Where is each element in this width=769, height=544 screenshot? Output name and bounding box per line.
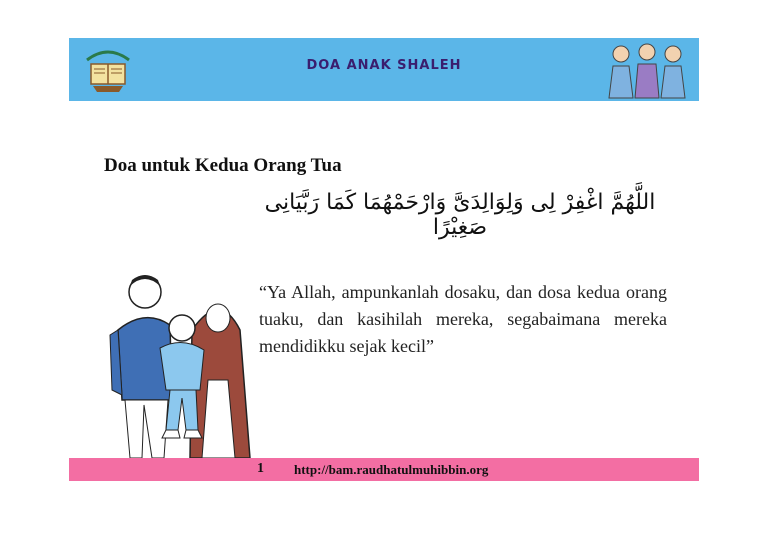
arabic-prayer: اللَّهُمَّ اغْفِرْ لِى وَلِوَالِدَىَّ وَارْحَمْهُمَا كَمَا رَبَّيَانِى صَغِيْرًا	[264, 190, 656, 240]
page-number: 1	[257, 461, 264, 476]
header-banner	[69, 38, 699, 101]
praying-children-icon	[601, 40, 693, 100]
footer-url-link[interactable]: http://bam.raudhatulmuhibbin.org	[294, 462, 489, 477]
page-title: Doa untuk Kedua Orang Tua	[104, 155, 342, 176]
footer-bar	[69, 458, 699, 481]
prayer-translation: “Ya Allah, ampunkanlah dosaku, dan dosa kedua orang tuaku, dan kasihilah mereka, segabaimana mereka mendidikku sejak kecil”	[259, 282, 667, 356]
header-title: DOA ANAK SHALEH	[306, 58, 462, 73]
family-illustration	[100, 270, 260, 460]
